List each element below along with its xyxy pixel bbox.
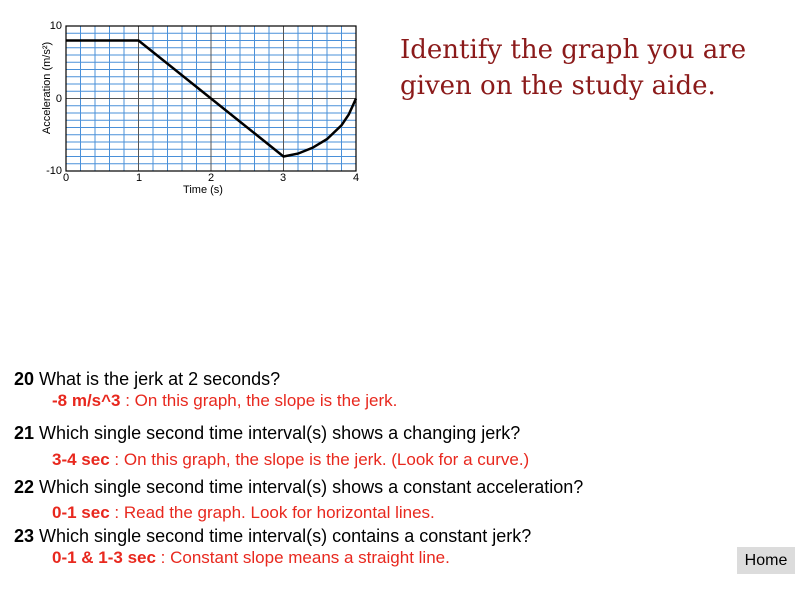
x-axis-label: Time (s) bbox=[183, 184, 223, 196]
question-20 bbox=[14, 368, 734, 390]
question-number: 20 bbox=[14, 369, 35, 389]
question-text: Which single second time interval(s) shows a changing jerk? bbox=[39, 423, 521, 443]
question-number: 21 bbox=[14, 423, 35, 443]
y-tick-10: 10 bbox=[49, 20, 62, 32]
instruction-heading: Identify the graph you are given on the study aide. bbox=[400, 35, 747, 101]
answer-note: : On this graph, the slope is the jerk. bbox=[120, 391, 398, 410]
answer-key: 3-4 sec bbox=[52, 450, 110, 469]
answer-key: 0-1 & 1-3 sec bbox=[52, 548, 156, 567]
question-block-23 bbox=[14, 525, 734, 569]
x-tick-4: 4 bbox=[352, 172, 360, 184]
acceleration-time-chart bbox=[0, 0, 400, 210]
answer-22 bbox=[52, 502, 734, 524]
question-text: Which single second time interval(s) shows a constant acceleration? bbox=[39, 477, 584, 497]
question-text: What is the jerk at 2 seconds? bbox=[39, 369, 281, 389]
y-tick-neg10: -10 bbox=[46, 165, 62, 177]
question-number: 22 bbox=[14, 477, 35, 497]
x-tick-3: 3 bbox=[279, 172, 287, 184]
answer-key: -8 m/s^3 bbox=[52, 391, 121, 410]
question-block-22 bbox=[14, 476, 734, 524]
answer-note: : Read the graph. Look for horizontal lines. bbox=[109, 503, 435, 522]
y-tick-0: 0 bbox=[55, 93, 62, 105]
home-button[interactable]: Home bbox=[737, 547, 795, 574]
x-tick-1: 1 bbox=[135, 172, 143, 184]
answer-note: : On this graph, the slope is the jerk. (Look for a curve.) bbox=[109, 450, 530, 469]
x-tick-2: 2 bbox=[207, 172, 215, 184]
answer-23 bbox=[52, 547, 734, 569]
x-tick-0: 0 bbox=[62, 172, 70, 184]
question-23 bbox=[14, 525, 734, 547]
question-21 bbox=[14, 422, 734, 444]
question-number: 23 bbox=[14, 526, 35, 546]
question-22 bbox=[14, 476, 734, 498]
answer-note: : Constant slope means a straight line. bbox=[155, 548, 450, 567]
question-block-21 bbox=[14, 422, 734, 471]
y-axis-label: Acceleration (m/s²) bbox=[41, 41, 53, 135]
answer-21 bbox=[52, 449, 734, 471]
question-block-20 bbox=[14, 368, 734, 412]
question-text: Which single second time interval(s) contains a constant jerk? bbox=[39, 526, 532, 546]
answer-20 bbox=[52, 390, 734, 412]
answer-key: 0-1 sec bbox=[52, 503, 110, 522]
